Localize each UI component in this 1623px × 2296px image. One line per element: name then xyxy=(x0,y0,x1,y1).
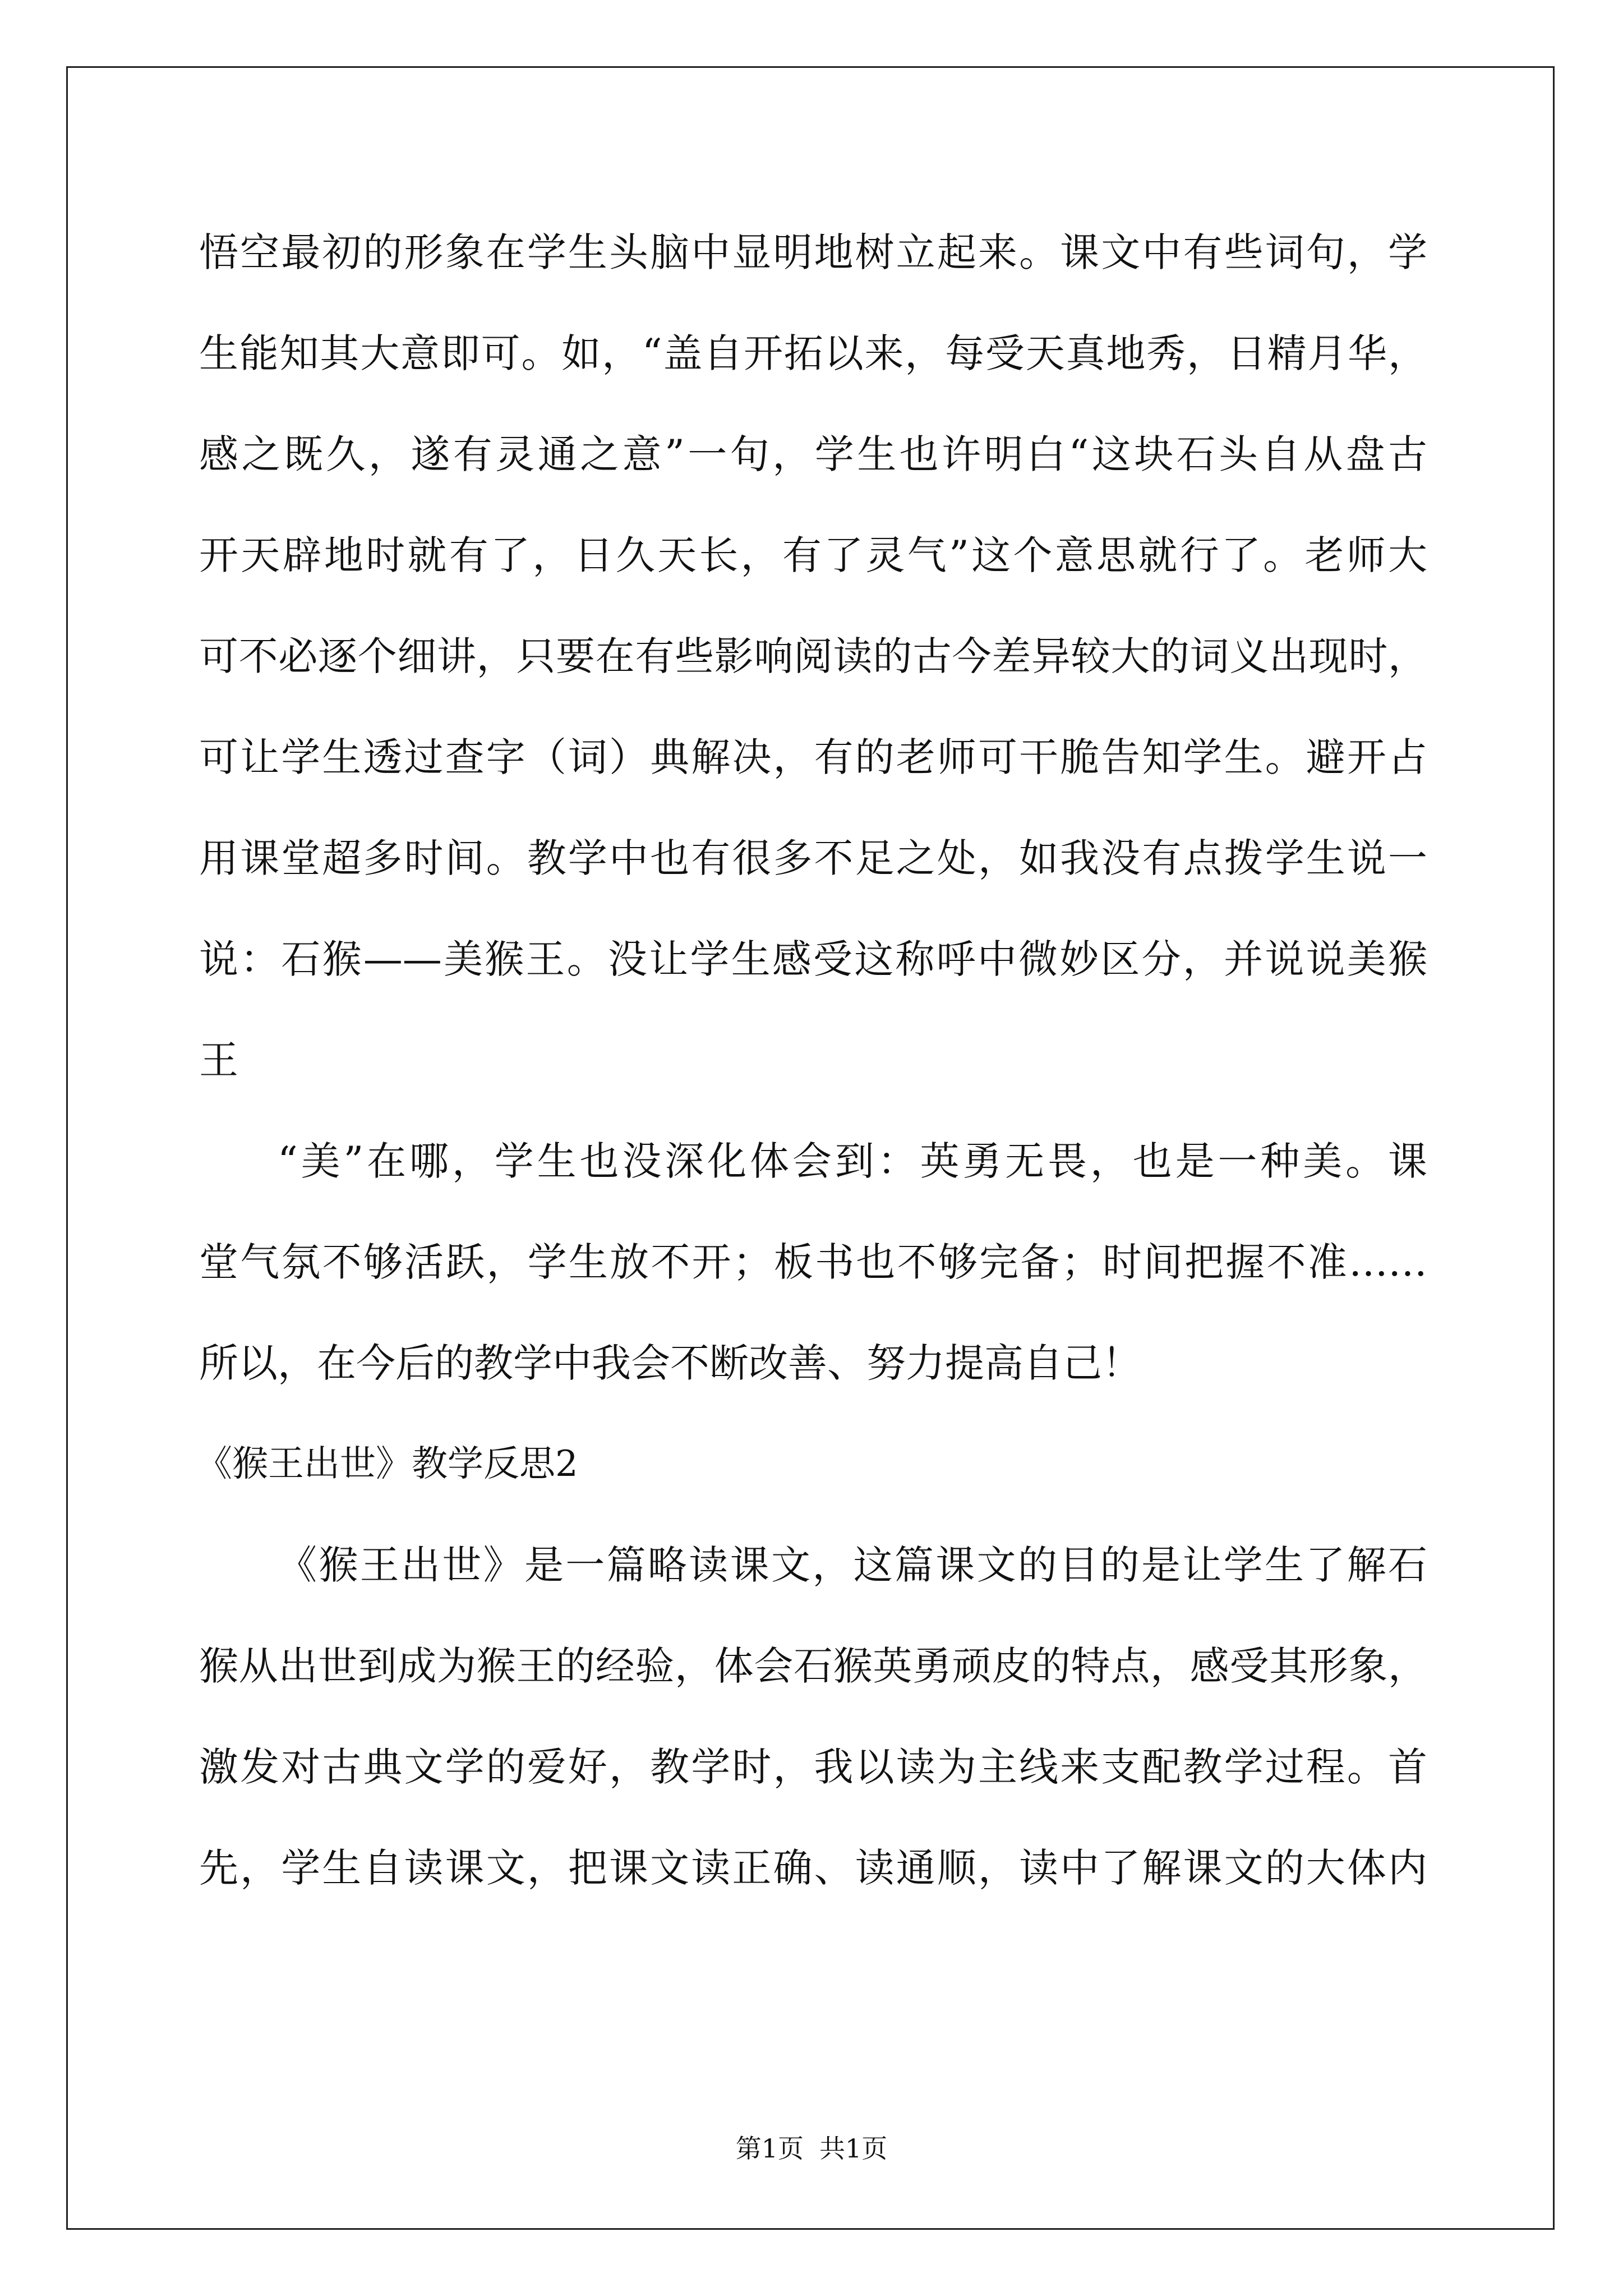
text-line: 猴从出世到成为猴王的经验，体会石猴英勇顽皮的特点，感受其形象， xyxy=(199,1643,1427,1689)
text-line: 先，学生自读课文，把课文读正确、读通顺，读中了解课文的大体内 xyxy=(199,1845,1427,1891)
page-footer xyxy=(0,2132,1623,2165)
page-total: 共1页 xyxy=(819,2133,888,2164)
text-line: 堂气氛不够活跃，学生放不开；板书也不够完备；时间把握不准…… xyxy=(199,1239,1427,1285)
text-line: “美”在哪，学生也没深化体会到：英勇无畏，也是一种美。课 xyxy=(278,1138,1427,1184)
text-line: 可让学生透过查字（词）典解决，有的老师可干脆告知学生。避开占 xyxy=(199,734,1427,780)
text-line: 可不必逐个细讲，只要在有些影响阅读的古今差异较大的词义出现时， xyxy=(199,633,1427,679)
text-line: 悟空最初的形象在学生头脑中显明地树立起来。课文中有些词句，学 xyxy=(199,229,1427,275)
text-line: 感之既久，遂有灵通之意”一句，学生也许明白“这块石头自从盘古 xyxy=(199,431,1427,477)
paragraph-1 xyxy=(199,202,1427,1111)
page-number: 第1页 xyxy=(735,2133,804,2164)
text-line: 开天辟地时就有了，日久天长，有了灵气”这个意思就行了。老师大 xyxy=(199,532,1427,578)
text-line: 用课堂超多时间。教学中也有很多不足之处，如我没有点拨学生说一 xyxy=(199,835,1427,881)
text-line: 说：石猴——美猴王。没让学生感受这称呼中微妙区分，并说说美猴 xyxy=(199,936,1427,982)
text-line: 生能知其大意即可。如，“盖自开拓以来，每受天真地秀，日精月华， xyxy=(199,330,1427,376)
document-body xyxy=(196,202,1427,1918)
paragraph-3 xyxy=(199,1515,1427,1918)
text-line: 王 xyxy=(199,1037,238,1083)
text-line: 激发对古典文学的爱好，教学时，我以读为主线来支配教学过程。首 xyxy=(199,1744,1427,1790)
text-line: 《猴王出世》是一篇略读课文，这篇课文的目的是让学生了解石 xyxy=(278,1542,1427,1588)
section-title: 《猴王出世》教学反思2 xyxy=(196,1443,578,1485)
paragraph-2 xyxy=(199,1111,1427,1414)
text-line: 所以，在今后的教学中我会不断改善、努力提高自己！ xyxy=(199,1340,1141,1386)
